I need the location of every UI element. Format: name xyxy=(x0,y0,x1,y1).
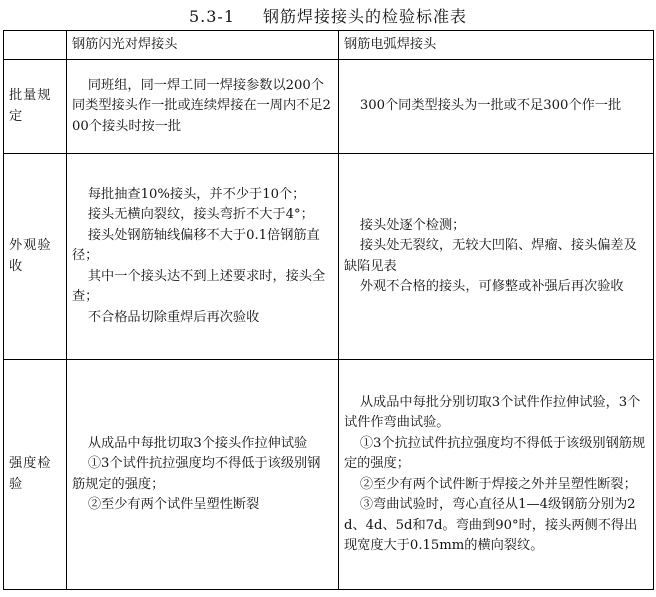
batch-flash-text: 同班组，同一焊工同一焊接参数以200个同类型接头作一批或连续焊接在一周内不足200个接头时按一批 xyxy=(72,77,331,134)
appearance-flash-line: 每批抽查10%接头，并不少于10个； xyxy=(87,186,306,202)
strength-arc-line: ①3个抗拉试件抗拉强度均不得低于该级别钢筋规定的强度； xyxy=(344,435,646,471)
table-row-appearance xyxy=(4,154,654,360)
appearance-flash-cell xyxy=(67,154,339,360)
table-header-row xyxy=(4,31,654,60)
appearance-flash-line: 不合格品切除重焊后再次验收 xyxy=(87,309,260,325)
appearance-arc-line: 外观不合格的接头，可修整或补强后再次验收 xyxy=(359,279,624,294)
table-row-batch xyxy=(4,60,654,154)
strength-flash-line: ①3个试件抗拉强度均不得低于该级别钢筋规定的强度； xyxy=(72,456,321,492)
appearance-flash-line: 其中一个接头达不到上述要求时，接头全查； xyxy=(72,268,326,305)
table-title xyxy=(0,4,656,27)
strength-flash-line: 从成品中每批切取3个接头作拉伸试验 xyxy=(87,435,308,451)
strength-arc-cell xyxy=(339,360,654,590)
table-row-strength xyxy=(4,360,654,590)
batch-arc-cell xyxy=(339,60,654,154)
appearance-flash-line: 接头无横向裂纹，接头弯折不大于4°； xyxy=(87,207,314,223)
batch-arc-text: 300个同类型接头为一批或不足300个作一批 xyxy=(359,98,622,114)
appearance-arc-cell xyxy=(339,154,654,360)
batch-flash-cell xyxy=(67,60,339,154)
header-empty-cell xyxy=(4,31,67,60)
table-caption: 钢筋焊接接头的检验标准表 xyxy=(263,7,468,26)
inspection-standard-table xyxy=(3,30,654,590)
strength-flash-line: ②至少有两个试件呈塑性断裂 xyxy=(87,497,260,512)
row-label-appearance: 外观验收 xyxy=(4,154,67,360)
strength-arc-line: ③弯曲试验时，弯心直径从1—4级钢筋分别为2d、4d、5d和7d。弯曲到90°时，接头两侧不得出现宽度大于0.15mm的横向裂纹。 xyxy=(344,497,638,553)
row-label-batch: 批量规定 xyxy=(4,60,67,154)
strength-flash-cell xyxy=(67,360,339,590)
appearance-flash-line: 接头处钢筋轴线偏移不大于0.1倍钢筋直径； xyxy=(72,227,320,264)
row-label-strength: 强度检验 xyxy=(4,360,67,590)
strength-arc-line: ②至少有两个试件断于焊接之外并呈塑性断裂； xyxy=(359,476,637,492)
header-arc-welding: 钢筋电弧焊接头 xyxy=(339,31,654,60)
header-flash-butt-welding: 钢筋闪光对焊接头 xyxy=(67,31,339,60)
appearance-arc-line: 接头处无裂纹，无较大凹陷、焊瘤、接头偏差及缺陷见表 xyxy=(344,238,637,274)
appearance-arc-line: 接头处逐个检测； xyxy=(359,217,466,233)
table-number: 5.3-1 xyxy=(188,7,235,26)
strength-arc-line: 从成品中每批分别切取3个试件作拉伸试验，3个试件作弯曲试验。 xyxy=(344,394,641,430)
